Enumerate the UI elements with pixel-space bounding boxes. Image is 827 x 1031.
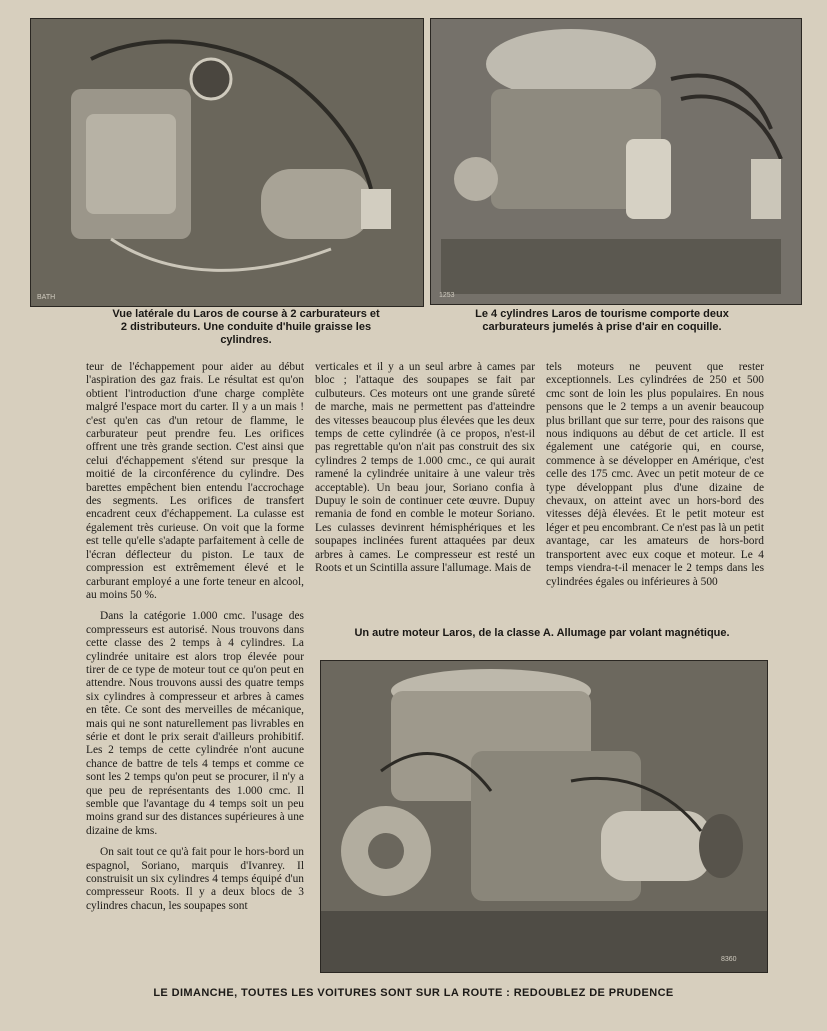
paragraph: tels moteurs ne peuvent que rester exceptionnels. Les cylindrées de 250 et 500 cmc sont de loin les plus populaires. En nous pensons que le 2 temps a un avenir beaucoup plus brillant que sur terre, pour des raisons que nous indiquons au début de cet article. Il est également une catégorie qui, en course, commence à se développer en Amérique, c'est celle des 175 cmc. Avec un petit moteur de ce type développant plus d'une dizaine de chevaux, on atteint avec un hors-bord des vitesses déjà élevées. Et le petit moteur est léger et peu encombrant. Ce n'est pas là un petit avantage, car les amateurs de hors-bord transportent avec eux coque et moteur. Le 4 temps viendra-t-il menacer le 2 temps dans les cylindrées égales ou inférieures à 500: [546, 361, 764, 588]
photo-laros-classe-a: [320, 660, 768, 973]
paragraph: Dans la catégorie 1.000 cmc. l'usage des compresseurs est autorisé. Nous trouvons dans cette classe des 2 temps à 4 cylindres. La cylindrée unitaire est alors trop élevée pour tirer de ce type de moteur tout ce qu'on peut en attendre. Nous trouvons aussi des quatre temps six cylindres à compresseur et arbres à cames en tête. Ce sont des merveilles de mécanique, mais qui ne sont naturellement pas livrables en série et dont le prix serait d'ailleurs prohibitif. Les 2 temps de cette cylindrée n'ont aucune chance de battre de tels 4 temps et comme ce sont les 2 temps qu'on peut se procurer, il n'y a que peu de représentants des 1.000 cmc. Il semble que l'avantage du 4 temps soit un peu moins grand sur des distances supérieures à une dizaine de kms.: [86, 610, 304, 837]
text-column-2: [315, 361, 535, 584]
photo-laros-course: [30, 18, 424, 307]
text-column-3: [546, 361, 764, 597]
footer-slogan: LE DIMANCHE, TOUTES LES VOITURES SONT SUR LA ROUTE : REDOUBLEZ DE PRUDENCE: [153, 987, 674, 999]
text-column-1: [86, 361, 304, 921]
photo-mark: 1253: [439, 292, 455, 299]
photo-mark: 8360: [721, 956, 737, 963]
photo-laros-tourisme: [430, 18, 802, 305]
paragraph: teur de l'échappement pour aider au début l'aspiration des gaz frais. Le résultat est qu'on obtient l'introduction d'une charge complète malgré l'espace mort du carter. Il y a un mais ! c'est qu'en cas d'un retour de flamme, le carburateur peut prendre feu. Les orifices offrent une très grande section. C'est ainsi que celui d'échappement s'étend sur presque la moitié de la circonférence du cylindre. Des barettes empêchent bien entendu l'accrochage des segments. Les orifices de transfert encadrent ceux d'échappement. La culasse est également très curieuse. On voit que la forme est telle qu'elle s'adapte parfaitement à celle de l'écran déflecteur du piston. Le taux de compression est extrêmement élevé et le carburant employé a une forte teneur en alcool, au moins 50 %.: [86, 361, 304, 601]
photo-mark: BATH: [37, 294, 56, 301]
paragraph: On sait tout ce qu'à fait pour le hors-bord un espagnol, Soriano, marquis d'Ivanrey. Il construisit un six cylindres 4 temps équipé d'un compresseur Roots. Il y a deux blocs de 3 cylindres chacun, les soupapes sont: [86, 846, 304, 912]
caption-top-left: Vue latérale du Laros de course à 2 carburateurs et 2 distributeurs. Une conduite d'huile graisse les cylindres.: [112, 308, 380, 346]
caption-bottom: Un autre moteur Laros, de la classe A. Allumage par volant magnétique.: [354, 627, 730, 639]
paragraph: verticales et il y a un seul arbre à cames par bloc ; l'attaque des soupapes se fait par culbuteurs. Ces moteurs ont une grande sûreté de marche, mais ne permettent pas d'atteindre des vitesses beaucoup plus élevées que les deux temps de cette cylindrée (à ce propos, n'est-il pas regrettable qu'on n'ait pas construit des six cylindres 2 temps de 1.000 cmc., ce qui aurait ramené la cylindrée unitaire à une valeur très acceptable). Un beau jour, Soriano confia à Dupuy le soin de continuer cete œuvre. Dupuy remania de fond en comble le moteur Soriano. Les culasses devinrent hémisphériques et les soupapes inclinées furent attaquées par deux arbres à cames. Le compresseur est resté un Roots et un Scintilla assure l'allumage. Mais de: [315, 361, 535, 575]
caption-top-right: Le 4 cylindres Laros de tourisme comporte deux carburateurs jumelés à prise d'air en coquille.: [475, 308, 729, 333]
